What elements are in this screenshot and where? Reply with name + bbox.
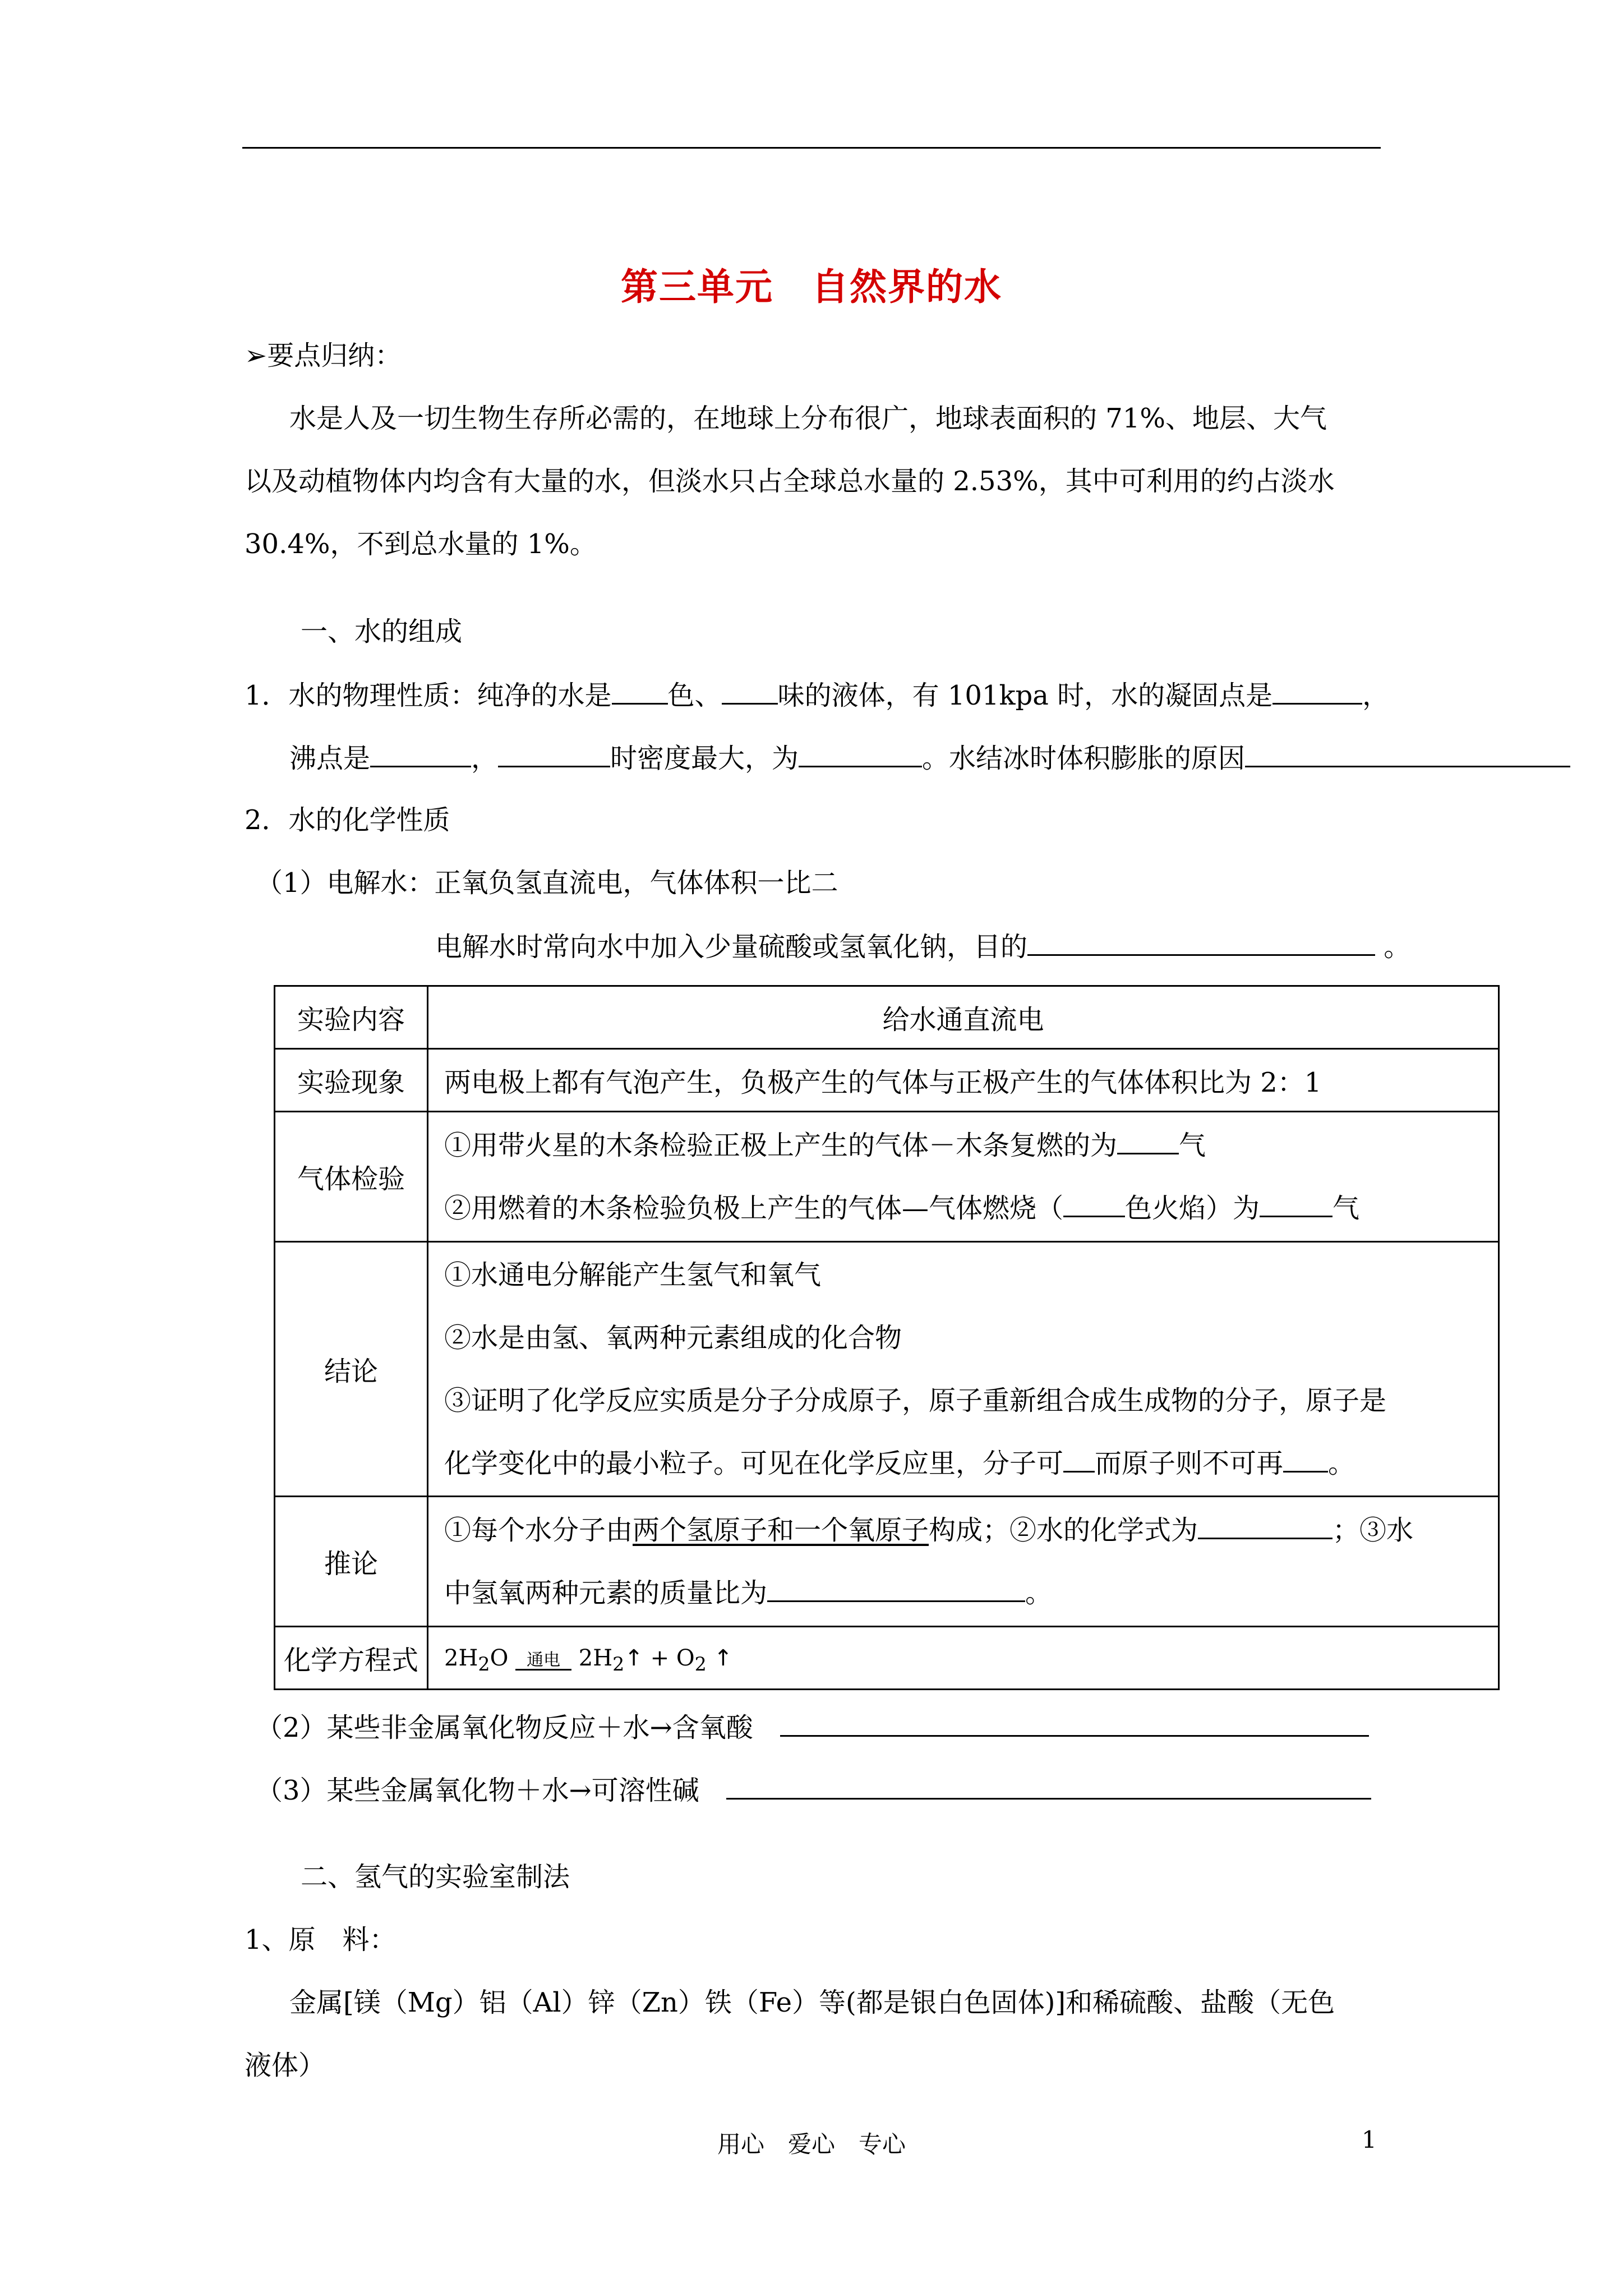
- section-heading-2: 二、氢气的实验室制法: [301, 1861, 570, 1893]
- q1-text-c: 味的液体，有 101kpa 时，水的凝固点是: [777, 680, 1273, 712]
- materials-heading: 1、原 料：: [245, 1924, 396, 1955]
- inference-2-end: 。: [1025, 1577, 1053, 1609]
- summary-line-1: 水是人及一切生物生存所必需的，在地球上分布很广，地球表面积的 71%、地层、大气: [289, 403, 1327, 434]
- row-label-gas-test: 气体检验: [275, 1112, 428, 1242]
- blank-atom-indivisible[interactable]: [1283, 1446, 1328, 1472]
- table-row: [275, 1627, 1499, 1690]
- inference-line-2: [444, 1562, 1482, 1625]
- gas-test-1-end: 气: [1179, 1129, 1206, 1161]
- table-row: [275, 1242, 1499, 1497]
- blank-freezing-point[interactable]: [1272, 679, 1362, 705]
- row-value-inference: [428, 1497, 1499, 1627]
- conclusion-line-4: [444, 1432, 1482, 1495]
- conclusion-4-text: 化学变化中的最小粒子。可见在化学反应里，分子可: [444, 1447, 1064, 1479]
- section-heading-1: 一、水的组成: [301, 616, 463, 647]
- blank-mass-ratio[interactable]: [767, 1576, 1025, 1602]
- row-value-content: 给水通直流电: [428, 986, 1499, 1049]
- blank-base-example[interactable]: [726, 1774, 1371, 1800]
- eq-product-1: 2H: [578, 1645, 613, 1671]
- summary-heading: [245, 340, 402, 372]
- gas-test-2-mid: 色火焰）为: [1125, 1192, 1260, 1224]
- table-row: [275, 986, 1499, 1049]
- gas-arrow-icon: ↑: [624, 1645, 643, 1671]
- q1-text-h: 。水结冰时体积膨胀的原因: [922, 743, 1246, 775]
- gas-test-line-2: [444, 1177, 1482, 1240]
- row-value-conclusion: [428, 1242, 1499, 1497]
- gas-test-1-text: ①用带火星的木条检验正极上产生的气体－木条复燃的为: [444, 1129, 1118, 1161]
- eq-product-1-sub: 2: [612, 1653, 625, 1675]
- blank-molecule-divisible[interactable]: [1063, 1446, 1095, 1472]
- eq-reactant-sub: 2: [478, 1653, 490, 1675]
- reaction-condition: [515, 1652, 571, 1671]
- eq-product-2-sub: 2: [694, 1653, 707, 1675]
- blank-density-value[interactable]: [799, 742, 922, 767]
- question-1-line-1: [245, 679, 1389, 712]
- inference-line-1: [444, 1499, 1482, 1562]
- eq-reactant-end: O: [490, 1645, 509, 1671]
- question-2: 2．水的化学性质: [245, 804, 450, 836]
- q1-text-f: ，: [471, 743, 499, 775]
- conclusion-line-3: ③证明了化学反应实质是分子分成原子，原子重新组合成生成物的分子，原子是: [444, 1384, 1387, 1416]
- gas-test-2-end: 气: [1332, 1192, 1360, 1224]
- footer-motto: 用心 爱心 专心: [717, 2131, 906, 2158]
- blank-max-density-temp[interactable]: [498, 742, 610, 767]
- blank-formula[interactable]: [1198, 1513, 1332, 1539]
- inference-underlined: 两个氢原子和一个氧原子: [633, 1514, 929, 1546]
- row-value-gas-test: [428, 1112, 1499, 1242]
- reaction-2-text: （2）某些非金属氧化物反应＋水→含氧酸: [256, 1712, 753, 1744]
- blank-flame-color[interactable]: [1063, 1191, 1125, 1217]
- gas-arrow-icon: ↑: [713, 1645, 733, 1671]
- blank-hydrogen[interactable]: [1260, 1191, 1332, 1217]
- blank-oxygen[interactable]: [1117, 1128, 1179, 1154]
- row-value-equation: [428, 1627, 1499, 1690]
- materials-line-2: 液体）: [245, 2050, 326, 2081]
- blank-color[interactable]: [612, 679, 668, 705]
- q1-text-g: 时密度最大，为: [610, 743, 799, 775]
- inference-1-text: ①每个水分子由: [444, 1514, 633, 1546]
- q1-text-d: ，: [1362, 680, 1390, 712]
- blank-additive-purpose[interactable]: [1027, 930, 1375, 956]
- row-label-content: 实验内容: [275, 986, 428, 1049]
- q1-text-e: 沸点是: [289, 743, 371, 775]
- eq-product-2: + O: [650, 1645, 695, 1671]
- experiment-table: [274, 985, 1500, 1690]
- q1-text-b: 色、: [667, 680, 722, 712]
- blank-expansion-reason[interactable]: [1245, 742, 1570, 767]
- gas-test-line-1: [444, 1114, 1482, 1177]
- arrow-bullet-icon: ➢: [245, 340, 268, 371]
- inference-2-text: 中氢氧两种元素的质量比为: [444, 1577, 768, 1609]
- reaction-3-line: [256, 1774, 1371, 1807]
- electrolysis-additive-line: [435, 930, 1410, 964]
- row-value-phenomenon: 两电极上都有气泡产生，负极产生的气体与正极产生的气体体积比为 2：1: [428, 1049, 1499, 1112]
- table-row: [275, 1112, 1499, 1242]
- row-label-inference: 推论: [275, 1497, 428, 1627]
- chemical-equation: [444, 1645, 733, 1675]
- page-title: 第三单元 自然界的水: [621, 265, 1002, 309]
- header-rule: [242, 147, 1381, 149]
- reaction-2-line: [256, 1711, 1369, 1745]
- row-label-phenomenon: 实验现象: [275, 1049, 428, 1112]
- summary-line-2: 以及动植物体内均含有大量的水，但淡水只占全球总水量的 2.53%，其中可利用的约占淡水: [245, 466, 1335, 497]
- row-label-conclusion: 结论: [275, 1242, 428, 1497]
- summary-line-3: 30.4%，不到总水量的 1%。: [245, 528, 597, 560]
- condition-label: 通电: [527, 1650, 561, 1670]
- conclusion-4-mid: 而原子则不可再: [1095, 1447, 1284, 1479]
- inference-1-mid: 构成；②水的化学式为: [929, 1514, 1198, 1546]
- row-label-equation: 化学方程式: [275, 1627, 428, 1690]
- page-number: 1: [1362, 2126, 1377, 2154]
- conclusion-line-2: ②水是由氢、氧两种元素组成的化合物: [444, 1322, 902, 1354]
- additive-text: 电解水时常向水中加入少量硫酸或氢氧化钠，目的: [435, 931, 1028, 963]
- gas-test-2-text: ②用燃着的木条检验负极上产生的气体—气体燃烧（: [444, 1192, 1064, 1224]
- inference-1-end: ；③水: [1332, 1514, 1414, 1546]
- table-row: [275, 1497, 1499, 1627]
- conclusion-4-end: 。: [1328, 1447, 1355, 1479]
- question-1-line-2: [289, 742, 1570, 775]
- materials-line-1: 金属[镁（Mg）铝（Al）锌（Zn）铁（Fe）等(都是银白色固体)]和稀硫酸、盐酸（无色: [289, 1987, 1335, 2018]
- conclusion-line-1: ①水通电分解能产生氢气和氧气: [444, 1259, 822, 1291]
- table-row: [275, 1049, 1499, 1112]
- blank-taste[interactable]: [722, 679, 778, 705]
- q1-text-a: 1．水的物理性质：纯净的水是: [245, 680, 612, 712]
- blank-boiling-point[interactable]: [370, 742, 471, 767]
- summary-heading-text: 要点归纳：: [267, 340, 402, 371]
- additive-end: 。: [1384, 931, 1411, 963]
- eq-reactant: 2H: [444, 1645, 478, 1671]
- electrolysis-mnemonic: （1）电解水：正氧负氢直流电，气体体积一比二: [256, 867, 838, 899]
- reaction-3-text: （3）某些金属氧化物＋水→可溶性碱: [256, 1775, 699, 1807]
- blank-acid-example[interactable]: [780, 1711, 1369, 1737]
